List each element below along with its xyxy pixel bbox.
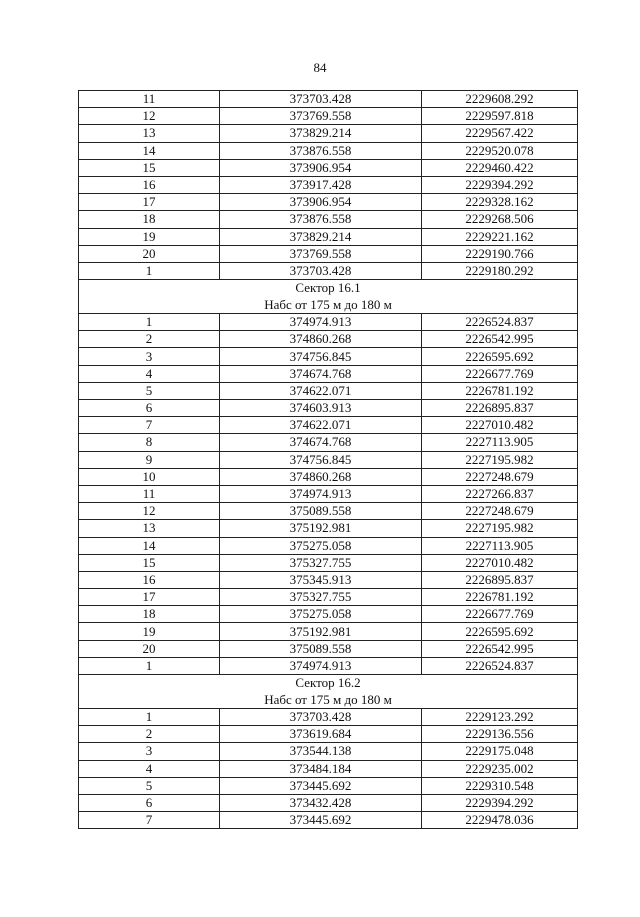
y-coordinate-cell: 2226542.995 — [422, 331, 578, 348]
table-row — [79, 468, 578, 485]
point-number-cell: 18 — [79, 606, 220, 623]
x-coordinate-cell: 374603.913 — [220, 400, 422, 417]
y-coordinate-cell: 2229235.002 — [422, 760, 578, 777]
point-number-cell: 15 — [79, 159, 220, 176]
table-row — [79, 228, 578, 245]
y-coordinate-cell: 2226677.769 — [422, 606, 578, 623]
x-coordinate-cell: 374974.913 — [220, 314, 422, 331]
table-row — [79, 245, 578, 262]
x-coordinate-cell: 375192.981 — [220, 520, 422, 537]
table-row — [79, 503, 578, 520]
table-row — [79, 125, 578, 142]
y-coordinate-cell: 2229180.292 — [422, 262, 578, 279]
table-row — [79, 777, 578, 794]
table-row — [79, 451, 578, 468]
x-coordinate-cell: 374674.768 — [220, 434, 422, 451]
point-number-cell: 17 — [79, 194, 220, 211]
x-coordinate-cell: 373769.558 — [220, 108, 422, 125]
point-number-cell: 5 — [79, 777, 220, 794]
y-coordinate-cell: 2227248.679 — [422, 468, 578, 485]
table-row — [79, 91, 578, 108]
point-number-cell: 1 — [79, 262, 220, 279]
table-row — [79, 417, 578, 434]
point-number-cell: 4 — [79, 760, 220, 777]
point-number-cell: 1 — [79, 709, 220, 726]
sector-title: Сектор 16.1 — [295, 280, 361, 296]
y-coordinate-cell: 2227195.982 — [422, 451, 578, 468]
y-coordinate-cell: 2226895.837 — [422, 400, 578, 417]
table-row — [79, 709, 578, 726]
y-coordinate-cell: 2229328.162 — [422, 194, 578, 211]
x-coordinate-cell: 374756.845 — [220, 348, 422, 365]
x-coordinate-cell: 374674.768 — [220, 365, 422, 382]
point-number-cell: 13 — [79, 125, 220, 142]
point-number-cell: 7 — [79, 417, 220, 434]
y-coordinate-cell: 2226524.837 — [422, 314, 578, 331]
x-coordinate-cell: 373703.428 — [220, 91, 422, 108]
x-coordinate-cell: 373829.214 — [220, 228, 422, 245]
table-row — [79, 760, 578, 777]
y-coordinate-cell: 2226781.192 — [422, 382, 578, 399]
point-number-cell: 17 — [79, 589, 220, 606]
x-coordinate-cell: 373829.214 — [220, 125, 422, 142]
point-number-cell: 1 — [79, 314, 220, 331]
x-coordinate-cell: 373619.684 — [220, 726, 422, 743]
x-coordinate-cell: 375275.058 — [220, 537, 422, 554]
table-row — [79, 382, 578, 399]
y-coordinate-cell: 2227266.837 — [422, 485, 578, 502]
table-row — [79, 640, 578, 657]
y-coordinate-cell: 2229394.292 — [422, 794, 578, 811]
y-coordinate-cell: 2229123.292 — [422, 709, 578, 726]
y-coordinate-cell: 2229175.048 — [422, 743, 578, 760]
table-row — [79, 606, 578, 623]
y-coordinate-cell: 2229608.292 — [422, 91, 578, 108]
point-number-cell: 18 — [79, 211, 220, 228]
y-coordinate-cell: 2227010.482 — [422, 554, 578, 571]
table-row — [79, 400, 578, 417]
x-coordinate-cell: 373544.138 — [220, 743, 422, 760]
y-coordinate-cell: 2229394.292 — [422, 176, 578, 193]
y-coordinate-cell: 2229310.548 — [422, 777, 578, 794]
table-row — [79, 434, 578, 451]
sector-subtitle: Набс от 175 м до 180 м — [264, 691, 392, 707]
table-row — [79, 331, 578, 348]
x-coordinate-cell: 373703.428 — [220, 709, 422, 726]
point-number-cell: 19 — [79, 623, 220, 640]
x-coordinate-cell: 373445.692 — [220, 777, 422, 794]
sector-header — [79, 675, 578, 709]
y-coordinate-cell: 2226524.837 — [422, 657, 578, 674]
x-coordinate-cell: 375192.981 — [220, 623, 422, 640]
point-number-cell: 20 — [79, 640, 220, 657]
point-number-cell: 5 — [79, 382, 220, 399]
x-coordinate-cell: 373484.184 — [220, 760, 422, 777]
y-coordinate-cell: 2227113.905 — [422, 537, 578, 554]
coordinates-table-body — [79, 91, 578, 829]
x-coordinate-cell: 373917.428 — [220, 176, 422, 193]
point-number-cell: 16 — [79, 571, 220, 588]
y-coordinate-cell: 2227010.482 — [422, 417, 578, 434]
coordinates-table — [78, 90, 578, 829]
table-row — [79, 108, 578, 125]
table-row — [79, 794, 578, 811]
table-row — [79, 812, 578, 829]
x-coordinate-cell: 373432.428 — [220, 794, 422, 811]
y-coordinate-cell: 2227195.982 — [422, 520, 578, 537]
point-number-cell: 16 — [79, 176, 220, 193]
y-coordinate-cell: 2229460.422 — [422, 159, 578, 176]
point-number-cell: 7 — [79, 812, 220, 829]
x-coordinate-cell: 374974.913 — [220, 657, 422, 674]
y-coordinate-cell: 2226595.692 — [422, 623, 578, 640]
y-coordinate-cell: 2227248.679 — [422, 503, 578, 520]
point-number-cell: 13 — [79, 520, 220, 537]
table-row — [79, 657, 578, 674]
table-row — [79, 348, 578, 365]
y-coordinate-cell: 2229136.556 — [422, 726, 578, 743]
table-row — [79, 589, 578, 606]
point-number-cell: 3 — [79, 743, 220, 760]
table-row — [79, 176, 578, 193]
x-coordinate-cell: 373876.558 — [220, 142, 422, 159]
y-coordinate-cell: 2226542.995 — [422, 640, 578, 657]
sector-header — [79, 280, 578, 314]
x-coordinate-cell: 374622.071 — [220, 382, 422, 399]
table-row — [79, 211, 578, 228]
x-coordinate-cell: 373906.954 — [220, 159, 422, 176]
x-coordinate-cell: 374974.913 — [220, 485, 422, 502]
point-number-cell: 4 — [79, 365, 220, 382]
x-coordinate-cell: 375275.058 — [220, 606, 422, 623]
table-row — [79, 520, 578, 537]
point-number-cell: 2 — [79, 331, 220, 348]
point-number-cell: 8 — [79, 434, 220, 451]
point-number-cell: 11 — [79, 485, 220, 502]
table-row — [79, 142, 578, 159]
x-coordinate-cell: 375089.558 — [220, 503, 422, 520]
point-number-cell: 15 — [79, 554, 220, 571]
point-number-cell: 1 — [79, 657, 220, 674]
table-row — [79, 194, 578, 211]
table-row — [79, 623, 578, 640]
table-row — [79, 554, 578, 571]
y-coordinate-cell: 2229597.818 — [422, 108, 578, 125]
point-number-cell: 3 — [79, 348, 220, 365]
x-coordinate-cell: 374622.071 — [220, 417, 422, 434]
y-coordinate-cell: 2229221.162 — [422, 228, 578, 245]
point-number-cell: 6 — [79, 794, 220, 811]
y-coordinate-cell: 2226595.692 — [422, 348, 578, 365]
x-coordinate-cell: 373906.954 — [220, 194, 422, 211]
point-number-cell: 9 — [79, 451, 220, 468]
y-coordinate-cell: 2229520.078 — [422, 142, 578, 159]
x-coordinate-cell: 375089.558 — [220, 640, 422, 657]
x-coordinate-cell: 373445.692 — [220, 812, 422, 829]
table-row — [79, 262, 578, 279]
y-coordinate-cell: 2226677.769 — [422, 365, 578, 382]
y-coordinate-cell: 2226781.192 — [422, 589, 578, 606]
point-number-cell: 12 — [79, 503, 220, 520]
x-coordinate-cell: 374860.268 — [220, 468, 422, 485]
point-number-cell: 11 — [79, 91, 220, 108]
x-coordinate-cell: 374860.268 — [220, 331, 422, 348]
x-coordinate-cell: 375327.755 — [220, 589, 422, 606]
x-coordinate-cell: 375345.913 — [220, 571, 422, 588]
y-coordinate-cell: 2229268.506 — [422, 211, 578, 228]
y-coordinate-cell: 2229567.422 — [422, 125, 578, 142]
table-row — [79, 365, 578, 382]
y-coordinate-cell: 2229190.766 — [422, 245, 578, 262]
sector-header-row — [79, 280, 578, 314]
point-number-cell: 6 — [79, 400, 220, 417]
point-number-cell: 14 — [79, 537, 220, 554]
table-row — [79, 537, 578, 554]
sector-title: Сектор 16.2 — [295, 675, 361, 690]
sector-subtitle: Набс от 175 м до 180 м — [264, 296, 392, 312]
table-row — [79, 726, 578, 743]
y-coordinate-cell: 2227113.905 — [422, 434, 578, 451]
x-coordinate-cell: 373703.428 — [220, 262, 422, 279]
table-row — [79, 571, 578, 588]
table-row — [79, 743, 578, 760]
x-coordinate-cell: 373876.558 — [220, 211, 422, 228]
point-number-cell: 10 — [79, 468, 220, 485]
point-number-cell: 2 — [79, 726, 220, 743]
table-row — [79, 485, 578, 502]
x-coordinate-cell: 374756.845 — [220, 451, 422, 468]
point-number-cell: 19 — [79, 228, 220, 245]
table-row — [79, 314, 578, 331]
page-number: 84 — [313, 60, 327, 75]
x-coordinate-cell: 375327.755 — [220, 554, 422, 571]
table-row — [79, 159, 578, 176]
point-number-cell: 14 — [79, 142, 220, 159]
y-coordinate-cell: 2226895.837 — [422, 571, 578, 588]
point-number-cell: 12 — [79, 108, 220, 125]
sector-header-row — [79, 675, 578, 709]
x-coordinate-cell: 373769.558 — [220, 245, 422, 262]
point-number-cell: 20 — [79, 245, 220, 262]
y-coordinate-cell: 2229478.036 — [422, 812, 578, 829]
